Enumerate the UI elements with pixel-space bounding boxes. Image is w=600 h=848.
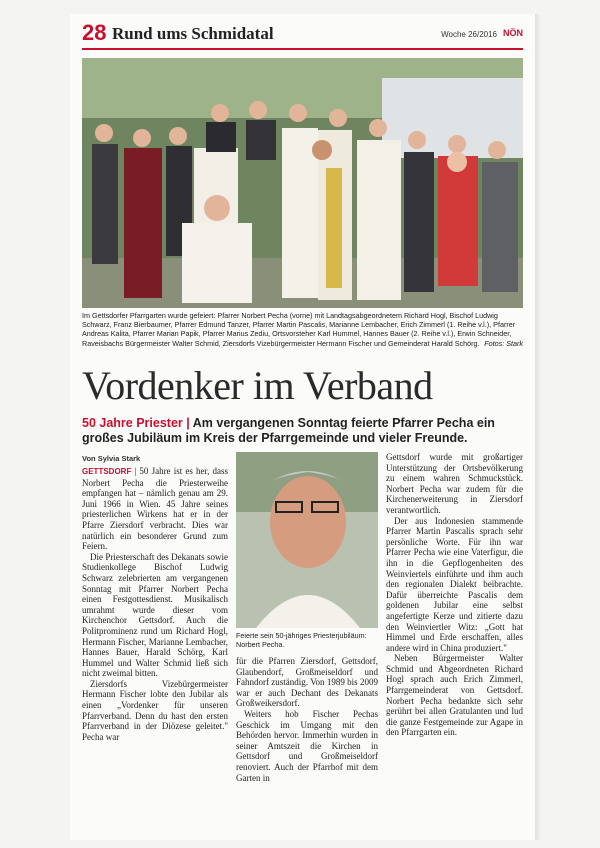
section-title: Rund ums Schmidatal bbox=[112, 24, 274, 43]
paragraph: Der aus Indonesien stammende Pfarrer Martin Pascalis sprach sehr persönliche Worte. Für ihn war Pfarrer Pecha wie eine Vaterfigur, die ihn in die Gepflogenheiten des Weinviertels einführte und ihm auch den regionalen Dialekt beibrachte. Dafür überreichte Pascalis dem goldenen Jubilar eine selbst angefertigte Kerze und zitierte dazu den Weinviertler Witz: „Gott hat Himmel und Erde erschaffen, alles andere wird in China produziert." bbox=[386, 515, 523, 653]
page-number: 28 bbox=[82, 20, 107, 45]
photo-credit: Fotos: Stark bbox=[484, 338, 523, 348]
portrait-image bbox=[236, 452, 378, 628]
paragraph: Neben Bürgermeister Walter Schmid und Abgeordneten Richard Hogl sprach auch Erich Zimmerl, Pfarrgemeinderat von Gettsdorf. Norbert Pecha bedankte sich sehr gerührt bei allen Gratulanten und lud die ganze Festgemeinde zur Agape in den Pfarrgarten ein. bbox=[386, 653, 523, 738]
paragraph-text: | 50 Jahre ist es her, dass Norbert Pecha die Priesterweihe empfangen hat – nämlich genau am 29. Juni 1966 in Wien. 45 Jahre seines priesterlichen Wirkens hat er in der Pfarre Ziersdorf verbracht. Dies war natürlich ein besonderer Grund zum Feiern. bbox=[82, 466, 228, 552]
paragraph: Die Priesterschaft des Dekanats sowie Studienkollege Bischof Ludwig Schwarz zelebrierten am vergangenen Sonntag mit Pfarrer Norbert Pecha einen Festgottesdienst. Musikalisch umrahmt wurde dieser vom Kirchenchor Gettsdorf. Auch die Politprominenz rund um Richard Hogl, Hermann Fischer, Marianne Lembacher, Hannes Bauer, Harald Schörg, Karl Hummel und Walter Schmid ließ sich nicht zweimal bitten. bbox=[82, 551, 228, 679]
portrait-photo bbox=[236, 452, 378, 628]
page-edge bbox=[535, 14, 541, 840]
group-photo bbox=[82, 58, 523, 308]
photo-caption bbox=[82, 311, 523, 348]
paragraph: Weiters hob Fischer Pechas Geschick im Umgang mit den Behörden hervor. Immerhin wurden in seiner Amtszeit die Kirchen in Gettsdorf und Großmeiseldorf renoviert. Auch der Pfarrhof mit dem Garten in bbox=[236, 708, 378, 783]
edition-label: Woche 26/2016 bbox=[441, 30, 497, 39]
group-photo-image bbox=[82, 58, 523, 308]
article-kicker: 50 Jahre Priester | bbox=[82, 416, 190, 430]
photo-caption-text: Im Gettsdorfer Pfarrgarten wurde gefeiert: Pfarrer Norbert Pecha (vorne) mit Landtagsabgeordnetem Richard Hogl, Bischof Ludwig Schwarz, Franz Bierbaumer, Pfarrer Edmund Tanzer, Pfarrer Martin Pascalis, Marianne Lembacher, Erich Zimmerl (1. Reihe v.l.), Pfarrer Andreas Kalita, Pfarrer Marian Papik, Pfarrer Marius Zediu, Ortsvorsteher Karl Hummel, Hannes Bauer (2. Reihe v.l.), Erwin Schneider, Raveisbachs Bürgermeister Walter Schmid, Ziersdorfs Vizebürgermeister Hermann Fischer und Gemeinderat Harald Schörg. bbox=[82, 311, 516, 348]
portrait-caption: Feierte sein 50-jähriges Priesterjubiläum: Norbert Pecha. bbox=[236, 631, 367, 649]
article-column-3 bbox=[386, 452, 523, 738]
article-column-1 bbox=[82, 466, 228, 742]
newspaper-page bbox=[70, 14, 535, 840]
paragraph: für die Pfarren Ziersdorf, Gettsdorf, Glaubendorf, Großmeiseldorf und Fahndorf zuständig. Von 1989 bis 2009 war er auch Dechant des Dekanats Großweikersdorf. bbox=[236, 656, 378, 709]
article-byline: Von Sylvia Stark bbox=[82, 454, 141, 463]
page-header bbox=[82, 22, 523, 50]
paragraph: Gettsdorf wurde mit großartiger Unterstützung der Ortsbevölkerung zu einem wahren Schmuckstück. Norbert Pecha war zudem für die Kirchenerweiterung in Ziersdorf verantwortlich. bbox=[386, 452, 523, 515]
article-subheadline bbox=[82, 416, 523, 446]
paragraph: Ziersdorfs Vizebürgermeister Hermann Fischer lobte den Jubilar als einen „Vordenker für unseren Pfarrverband. Denn du hast den ersten Pfarrverband in der Diözese geleitet." Pecha war bbox=[82, 678, 228, 742]
dateline-location: GETTSDORF bbox=[82, 467, 132, 476]
article-subheadline-text: Am vergangenen Sonntag feierte Pfarrer Pecha ein großes Jubiläum im Kreis der Pfarrgemeinde und vieler Freunde. bbox=[82, 416, 495, 445]
brand-logo: NÖN bbox=[503, 28, 523, 38]
paragraph bbox=[82, 466, 228, 552]
article-column-2 bbox=[236, 656, 378, 783]
article-headline: Vordenker im Verband bbox=[82, 363, 433, 408]
